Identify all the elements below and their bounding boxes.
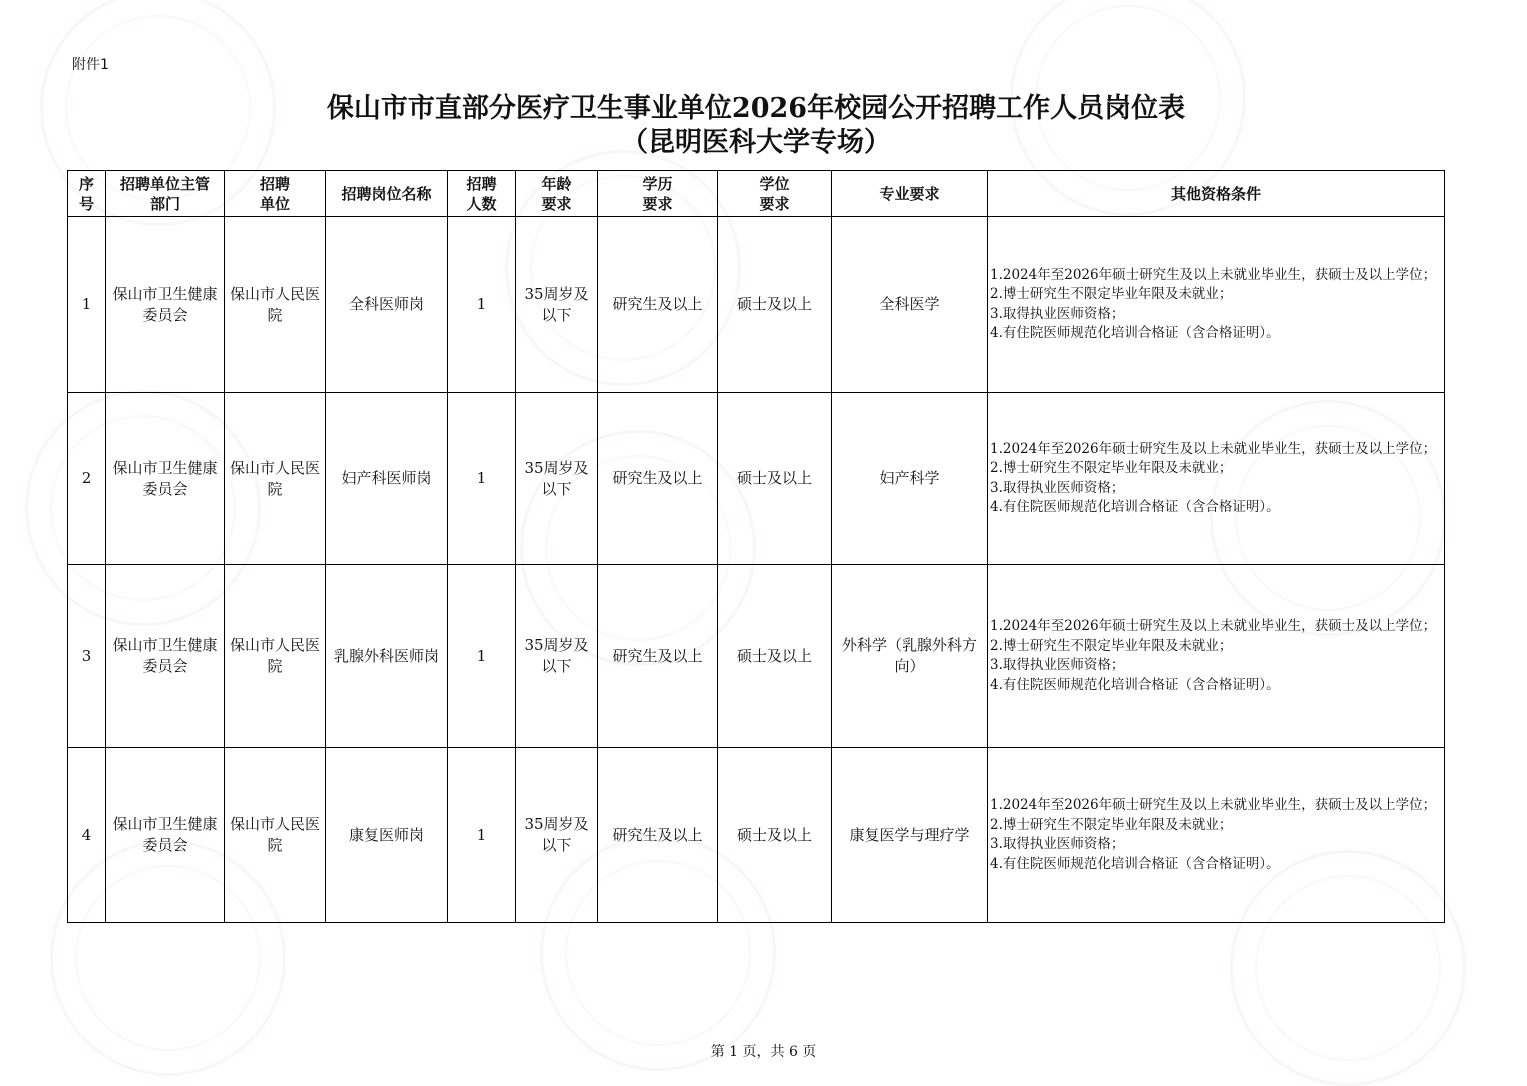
table-row — [68, 748, 1445, 923]
positions-table — [67, 170, 1445, 923]
page-footer: 第 1 页，共 6 页 — [710, 1044, 817, 1060]
row-position: 乳腺外科医师岗 — [326, 565, 448, 748]
row-index: 4 — [68, 748, 106, 923]
table-row — [68, 565, 1445, 748]
header-index: 序 号 — [68, 171, 106, 217]
row-unit: 保山市人民医院 — [225, 217, 326, 393]
condition-line: 4.有住院医师规范化培训合格证（含合格证明）。 — [990, 325, 1280, 341]
document-title: 保山市市直部分医疗卫生事业单位2026年校园公开招聘工作人员岗位表 — [326, 93, 1186, 124]
header-department: 招聘单位主管 部门 — [106, 171, 225, 217]
row-unit: 保山市人民医院 — [225, 748, 326, 923]
row-count: 1 — [448, 748, 516, 923]
row-major: 妇产科学 — [832, 393, 988, 565]
row-degree: 硕士及以上 — [718, 565, 832, 748]
condition-line: 2.博士研究生不限定毕业年限及未就业； — [990, 286, 1233, 302]
row-index: 1 — [68, 217, 106, 393]
row-degree: 硕士及以上 — [718, 217, 832, 393]
condition-line: 2.博士研究生不限定毕业年限及未就业； — [990, 460, 1233, 476]
condition-line: 2.博士研究生不限定毕业年限及未就业； — [990, 637, 1233, 654]
row-unit: 保山市人民医院 — [225, 565, 326, 748]
table-row — [68, 393, 1445, 565]
row-conditions — [988, 565, 1445, 748]
condition-line: 1.2024年至2026年硕士研究生及以上未就业毕业生，获硕士及以上学位； — [990, 266, 1437, 283]
header-position: 招聘岗位名称 — [326, 171, 448, 217]
row-age: 35周岁及以下 — [516, 217, 598, 393]
row-education: 研究生及以上 — [598, 393, 718, 565]
row-department: 保山市卫生健康委员会 — [106, 393, 225, 565]
row-age: 35周岁及以下 — [516, 748, 598, 923]
row-conditions — [988, 217, 1445, 393]
row-position: 全科医师岗 — [326, 217, 448, 393]
row-major: 全科医学 — [832, 217, 988, 393]
row-department: 保山市卫生健康委员会 — [106, 565, 225, 748]
row-degree: 硕士及以上 — [718, 748, 832, 923]
condition-line: 1.2024年至2026年硕士研究生及以上未就业毕业生，获硕士及以上学位； — [990, 440, 1437, 457]
condition-line: 4.有住院医师规范化培训合格证（含合格证明）。 — [990, 855, 1280, 872]
row-position: 康复医师岗 — [326, 748, 448, 923]
document-subtitle: （昆明医科大学专场） — [621, 127, 891, 158]
condition-line: 4.有住院医师规范化培训合格证（含合格证明）。 — [990, 676, 1280, 693]
condition-line: 3.取得执业医师资格； — [990, 657, 1125, 673]
row-education: 研究生及以上 — [598, 217, 718, 393]
row-index: 3 — [68, 565, 106, 748]
condition-line: 2.博士研究生不限定毕业年限及未就业； — [990, 816, 1233, 833]
row-major: 康复医学与理疗学 — [832, 748, 988, 923]
row-index: 2 — [68, 393, 106, 565]
header-count: 招聘 人数 — [448, 171, 516, 217]
header-conditions: 其他资格条件 — [988, 171, 1445, 217]
row-education: 研究生及以上 — [598, 748, 718, 923]
row-degree: 硕士及以上 — [718, 393, 832, 565]
condition-line: 4.有住院医师规范化培训合格证（含合格证明）。 — [990, 499, 1280, 515]
row-count: 1 — [448, 565, 516, 748]
condition-line: 1.2024年至2026年硕士研究生及以上未就业毕业生，获硕士及以上学位； — [990, 618, 1437, 634]
row-conditions — [988, 393, 1445, 565]
header-unit: 招聘 单位 — [225, 171, 326, 217]
header-age: 年龄 要求 — [516, 171, 598, 217]
row-education: 研究生及以上 — [598, 565, 718, 748]
header-degree: 学位 要求 — [718, 171, 832, 217]
row-conditions — [988, 748, 1445, 923]
row-count: 1 — [448, 393, 516, 565]
row-major: 外科学（乳腺外科方向） — [832, 565, 988, 748]
condition-line: 3.取得执业医师资格； — [990, 836, 1125, 852]
header-major: 专业要求 — [832, 171, 988, 217]
row-age: 35周岁及以下 — [516, 393, 598, 565]
condition-line: 3.取得执业医师资格； — [990, 479, 1125, 496]
row-position: 妇产科医师岗 — [326, 393, 448, 565]
row-department: 保山市卫生健康委员会 — [106, 217, 225, 393]
row-age: 35周岁及以下 — [516, 565, 598, 748]
table-header-row — [68, 171, 1445, 217]
header-education: 学历 要求 — [598, 171, 718, 217]
condition-line: 1.2024年至2026年硕士研究生及以上未就业毕业生，获硕士及以上学位； — [990, 797, 1437, 813]
row-department: 保山市卫生健康委员会 — [106, 748, 225, 923]
table-row — [68, 217, 1445, 393]
attachment-label: 附件1 — [72, 57, 109, 73]
condition-line: 3.取得执业医师资格； — [990, 305, 1125, 322]
row-count: 1 — [448, 217, 516, 393]
row-unit: 保山市人民医院 — [225, 393, 326, 565]
